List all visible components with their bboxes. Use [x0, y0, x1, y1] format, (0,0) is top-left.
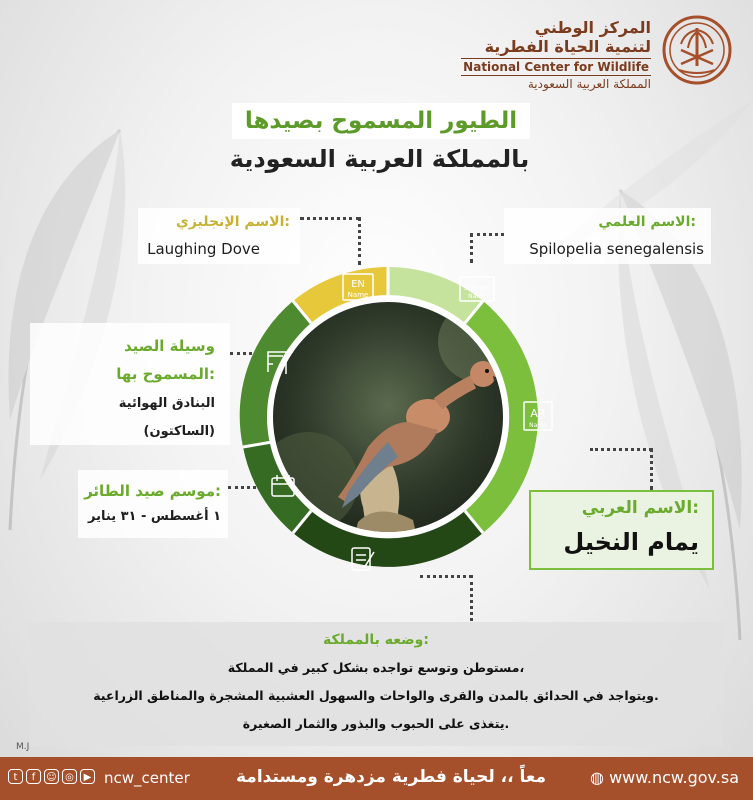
hunting-method-label-1: وسيلة الصيد [124, 337, 215, 355]
season-label: موسم صيد الطائر: [84, 482, 221, 500]
page-title: الطيور المسموح بصيدها [244, 108, 518, 134]
arabic-name-value: يمام النخيل [563, 528, 699, 556]
website-url: www.ncw.gov.sa [609, 768, 739, 787]
facebook-icon[interactable]: f [26, 769, 41, 784]
status-line-3: يتغذى على الحبوب والبذور والثمار الصغيرة. [242, 716, 510, 731]
ring-graphic [238, 252, 547, 582]
designer-credit: M.J [16, 742, 30, 752]
hunting-method-label-2: المسموح بها: [116, 365, 215, 383]
snapchat-icon[interactable]: ☺ [44, 769, 59, 784]
connector-scientific [470, 233, 504, 236]
season-panel [78, 470, 228, 538]
footer-slogan: معاً ،، لحياة فطرية مزدهرة ومستدامة [236, 767, 547, 787]
org-name-block [461, 18, 651, 92]
sci-badge-top: Scientific [463, 285, 491, 292]
en-badge-top: EN [351, 279, 365, 290]
arabic-name-label: الاسم العربي: [581, 498, 699, 518]
connector-arabic [590, 448, 652, 451]
globe-icon: ◍ [590, 768, 604, 787]
english-name-value: Laughing Dove [147, 240, 260, 258]
org-name-line2: لتنمية الحياة الفطرية [484, 37, 651, 56]
page-subtitle: بالمملكة العربية السعودية [229, 145, 530, 173]
ar-badge-bottom: Name [529, 422, 547, 429]
hunting-method-value-1: البنادق الهوائية [118, 396, 215, 411]
status-title: وضعه بالمملكة: [323, 632, 429, 648]
social-handle[interactable]: ncw_center [104, 769, 190, 787]
season-value: ١ أغسطس - ٣١ يناير [88, 509, 221, 524]
connector-english [300, 217, 360, 220]
hunting-method-value-2: (الساكتون) [143, 424, 215, 439]
social-icons [8, 769, 95, 784]
website-link[interactable] [590, 768, 739, 787]
english-name-label: الاسم الإنجليزي: [176, 214, 290, 230]
twitter-icon[interactable]: t [8, 769, 23, 784]
ncw-logo-icon [661, 14, 733, 86]
footer-bar [0, 757, 753, 800]
status-line-2: ويتواجد في الحدائق بالمدن والقرى والواحات والسهول العشبية المشجرة والمناطق الزراعية. [93, 688, 659, 703]
org-name-english: National Center for Wildlife [463, 60, 649, 74]
connector-arabic-v [650, 448, 653, 490]
scientific-name-value: Spilopelia senegalensis [529, 240, 704, 258]
youtube-icon[interactable]: ▶ [80, 769, 95, 784]
instagram-icon[interactable]: ◎ [62, 769, 77, 784]
scientific-name-label: الاسم العلمي: [598, 214, 696, 230]
org-country: المملكة العربية السعودية [527, 77, 651, 91]
ar-badge-top: AR [530, 407, 546, 420]
sci-badge-bottom: Name [468, 293, 486, 300]
status-line-1: مستوطن وتوسع تواجده بشكل كبير في المملكة، [227, 660, 525, 675]
org-name-line1: المركز الوطني [534, 18, 651, 37]
en-badge-bottom: Name [347, 291, 369, 299]
